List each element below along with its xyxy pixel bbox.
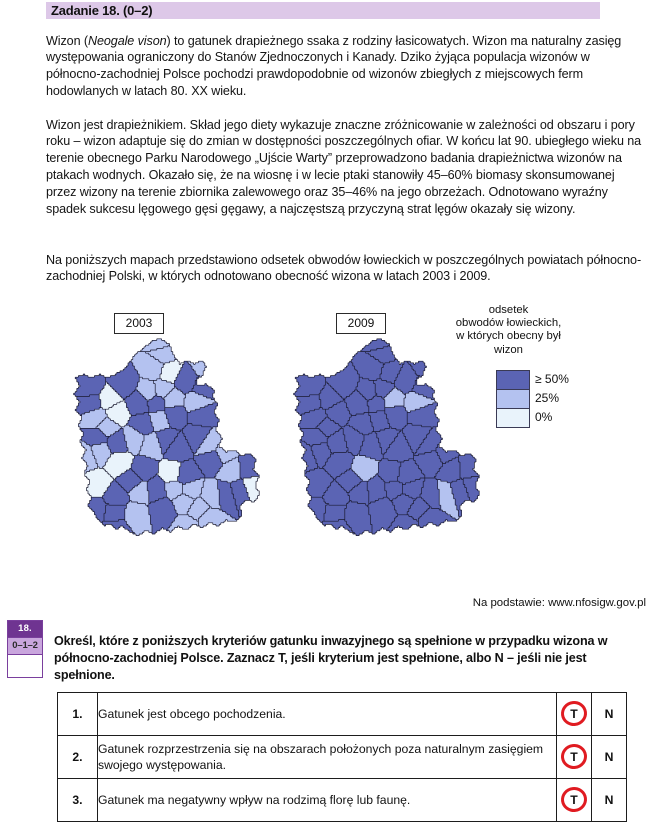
row-criterion-2: Gatunek rozprzestrzenia się na obszarach położonych poza naturalnym zasięgiem swojego występowania. [98, 736, 557, 779]
row-3-option-t-label: T [570, 793, 578, 807]
legend-label-mid: 25% [535, 391, 560, 405]
row-2-option-n-label: N [604, 750, 614, 764]
score-box-blank-field[interactable] [8, 655, 42, 677]
legend-title-line-4: wizon [494, 343, 523, 356]
task-command: Określ, które z poniższych kryteriów gatunku inwazyjnego są spełnione w przypadku wizona w północno-zachodniej Polsce. Zaznacz T, jeśli kryterium jest spełnione, albo N – jeśli nie jest spełnione. [54, 633, 608, 682]
map-label-2009: 2009 [336, 313, 386, 334]
row-1-option-n[interactable] [592, 693, 627, 736]
row-3-option-t[interactable] [557, 779, 592, 822]
row-number-2: 2. [58, 736, 98, 779]
row-number-3: 3. [58, 779, 98, 822]
score-box [7, 620, 43, 678]
row-2-option-t-label: T [570, 750, 578, 764]
row-2-option-t[interactable] [557, 736, 592, 779]
row-2-option-n[interactable] [592, 736, 627, 779]
table-row [58, 693, 627, 736]
task-header-bar [46, 2, 600, 19]
answer-table [57, 692, 627, 822]
legend-title-line-3: w których obecny był [456, 330, 561, 343]
score-box-task-number: 18. [8, 621, 42, 637]
species-latin-name: Neogale vison [87, 33, 167, 48]
choropleth-map-2003 [56, 334, 271, 584]
paragraph-intro-part1: Wizon ( [46, 33, 88, 48]
answer-table-body [58, 693, 627, 822]
legend-swatch-column [496, 370, 569, 428]
row-1-option-n-label: N [604, 707, 614, 721]
legend-title-line-2: obwodów łowieckich, [455, 317, 562, 330]
legend-swatch-high [497, 371, 529, 389]
figure-source: Na podstawie: www.nfosigw.gov.pl [472, 597, 646, 609]
legend-label-high: ≥ 50% [535, 372, 569, 386]
row-number-1: 1. [58, 693, 98, 736]
map-figure [46, 300, 646, 615]
row-1-option-t[interactable] [557, 693, 592, 736]
choropleth-map-2009 [276, 334, 491, 584]
paragraph-maps-intro: Na poniższych mapach przedstawiono odsetek obwodów łowieckich w poszczególnych powiatach północno-zachodniej Polski, w których odnotowano obecność wizona w latach 2003 i 2009. [46, 252, 642, 284]
map-label-2003: 2003 [114, 313, 164, 334]
table-row [58, 779, 627, 822]
paragraph-intro-part2: ) to gatunek drapieżnego ssaka z rodziny łasicowatych. Wizon ma naturalny zasięg występowania ograniczony do Stanów Zjednoczonych i Kanady. Dziko żyjąca populacja wizonów w północno-zachodniej Polsce pochodzi prawdopodobnie od wizonów zbiegłych z miejscowych ferm hodowlanych w latach 80. XX wieku. [46, 33, 622, 98]
table-row [58, 736, 627, 779]
legend-row-zero [497, 408, 553, 427]
row-3-option-n-label: N [604, 793, 614, 807]
score-box-points: 0–1–2 [8, 637, 42, 655]
legend-row-high [497, 371, 569, 389]
paragraph-diet: Wizon jest drapieżnikiem. Skład jego diety wykazuje znaczne zróżnicowanie w zależności od obszaru i pory roku – wizon adaptuje się do zmian w dostępności poszczególnych ofiar. W końcu lat 90. ubiegłego wieku na terenie obecnego Parku Narodowego „Ujście Warty” przeprowadzono badania drapieżnictwa wizonów na ptakach wodnych. Okazało się, że na wiosnę i w lecie ptaki stanowiły 45–60% biomasy skonsumowanej przez wizony na terenie zbiornika zalewowego oraz 35–46% na jego obrzeżach. Odnotowano wyraźny spadek sukcesu lęgowego gęsi gęgawy, a najczęstszą przyczyną strat lęgów okazały się wizony. [46, 117, 642, 216]
legend-swatch-mid [497, 390, 529, 408]
legend-label-zero: 0% [535, 410, 553, 424]
legend-title-line-1: odsetek [488, 304, 529, 316]
row-criterion-1: Gatunek jest obcego pochodzenia. [98, 693, 557, 736]
row-3-option-n[interactable] [592, 779, 627, 822]
paragraph-intro [46, 33, 646, 100]
legend-row-mid [497, 389, 560, 408]
row-criterion-3: Gatunek ma negatywny wpływ na rodzimą florę lub faunę. [98, 779, 557, 822]
legend-swatch-zero [497, 409, 529, 427]
row-1-option-t-label: T [570, 707, 578, 721]
task-header-label: Zadanie 18. (0–2) [51, 3, 153, 18]
